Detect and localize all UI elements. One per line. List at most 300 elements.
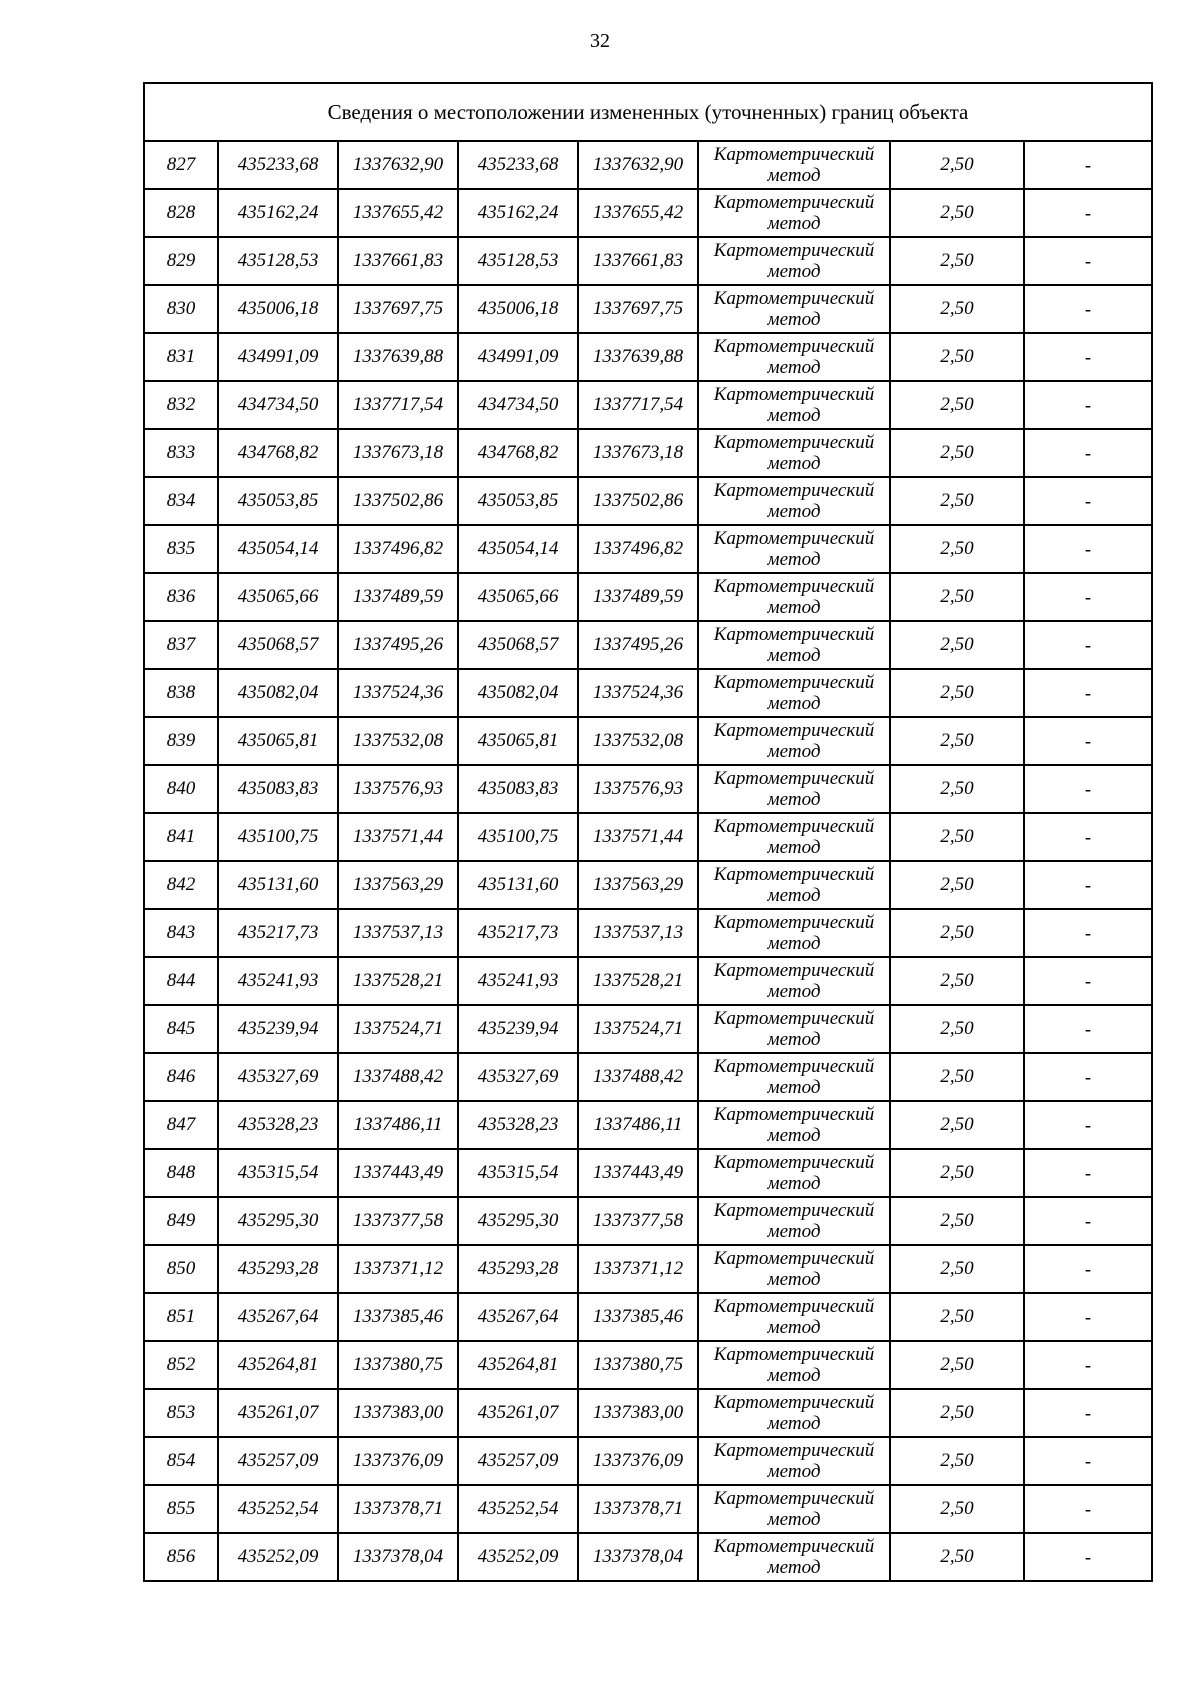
method-line-2: метод [767, 1461, 821, 1482]
table-row [144, 333, 1152, 381]
refined-x-cell: 435162,24 [458, 189, 578, 237]
method-line-2: метод [767, 837, 821, 858]
refined-x-cell: 434991,09 [458, 333, 578, 381]
method-line-2: метод [767, 645, 821, 666]
method-line-1: Картометрический [713, 1104, 875, 1125]
method-cell [698, 1005, 890, 1053]
table-row [144, 1197, 1152, 1245]
method-line-1: Картометрический [713, 528, 875, 549]
method-cell [698, 429, 890, 477]
refined-y-cell: 1337488,42 [578, 1053, 698, 1101]
method-cell [698, 1437, 890, 1485]
note-cell: - [1024, 813, 1152, 861]
table-body [144, 141, 1152, 1581]
existing-x-cell: 435054,14 [218, 525, 338, 573]
refined-x-cell: 435328,23 [458, 1101, 578, 1149]
note-cell: - [1024, 765, 1152, 813]
method-cell [698, 1485, 890, 1533]
method-cell [698, 285, 890, 333]
existing-x-cell: 435241,93 [218, 957, 338, 1005]
method-line-2: метод [767, 549, 821, 570]
refined-x-cell: 434734,50 [458, 381, 578, 429]
note-cell: - [1024, 141, 1152, 189]
refined-x-cell: 435100,75 [458, 813, 578, 861]
accuracy-cell: 2,50 [890, 141, 1024, 189]
table-row [144, 189, 1152, 237]
method-cell [698, 1197, 890, 1245]
existing-y-cell: 1337496,82 [338, 525, 458, 573]
note-cell: - [1024, 573, 1152, 621]
point-number-cell: 853 [144, 1389, 218, 1437]
method-line-2: метод [767, 1125, 821, 1146]
method-line-1: Картометрический [713, 288, 875, 309]
refined-y-cell: 1337486,11 [578, 1101, 698, 1149]
note-cell: - [1024, 909, 1152, 957]
refined-y-cell: 1337528,21 [578, 957, 698, 1005]
method-line-2: метод [767, 357, 821, 378]
refined-y-cell: 1337537,13 [578, 909, 698, 957]
existing-y-cell: 1337489,59 [338, 573, 458, 621]
refined-y-cell: 1337376,09 [578, 1437, 698, 1485]
refined-x-cell: 435068,57 [458, 621, 578, 669]
method-line-2: метод [767, 693, 821, 714]
method-line-1: Картометрический [713, 864, 875, 885]
method-line-2: метод [767, 165, 821, 186]
method-line-1: Картометрический [713, 720, 875, 741]
note-cell: - [1024, 429, 1152, 477]
refined-y-cell: 1337383,00 [578, 1389, 698, 1437]
note-cell: - [1024, 1197, 1152, 1245]
method-cell [698, 1053, 890, 1101]
refined-x-cell: 435128,53 [458, 237, 578, 285]
table-row [144, 525, 1152, 573]
refined-y-cell: 1337371,12 [578, 1245, 698, 1293]
point-number-cell: 841 [144, 813, 218, 861]
method-cell [698, 1245, 890, 1293]
existing-y-cell: 1337377,58 [338, 1197, 458, 1245]
method-line-1: Картометрический [713, 1488, 875, 1509]
method-line-2: метод [767, 885, 821, 906]
point-number-cell: 831 [144, 333, 218, 381]
refined-y-cell: 1337673,18 [578, 429, 698, 477]
existing-y-cell: 1337486,11 [338, 1101, 458, 1149]
method-cell [698, 765, 890, 813]
note-cell: - [1024, 1149, 1152, 1197]
note-cell: - [1024, 1485, 1152, 1533]
refined-y-cell: 1337496,82 [578, 525, 698, 573]
existing-x-cell: 435083,83 [218, 765, 338, 813]
method-cell [698, 1101, 890, 1149]
refined-y-cell: 1337495,26 [578, 621, 698, 669]
method-line-1: Картометрический [713, 192, 875, 213]
existing-y-cell: 1337502,86 [338, 477, 458, 525]
method-line-1: Картометрический [713, 960, 875, 981]
refined-y-cell: 1337571,44 [578, 813, 698, 861]
refined-x-cell: 435252,54 [458, 1485, 578, 1533]
refined-y-cell: 1337489,59 [578, 573, 698, 621]
accuracy-cell: 2,50 [890, 429, 1024, 477]
point-number-cell: 843 [144, 909, 218, 957]
existing-y-cell: 1337717,54 [338, 381, 458, 429]
note-cell: - [1024, 1341, 1152, 1389]
point-number-cell: 834 [144, 477, 218, 525]
point-number-cell: 849 [144, 1197, 218, 1245]
refined-x-cell: 435267,64 [458, 1293, 578, 1341]
method-cell [698, 1533, 890, 1581]
method-cell [698, 669, 890, 717]
existing-y-cell: 1337495,26 [338, 621, 458, 669]
existing-y-cell: 1337376,09 [338, 1437, 458, 1485]
method-line-2: метод [767, 261, 821, 282]
accuracy-cell: 2,50 [890, 477, 1024, 525]
table-row [144, 1245, 1152, 1293]
method-line-2: метод [767, 1557, 821, 1578]
note-cell: - [1024, 1389, 1152, 1437]
existing-y-cell: 1337488,42 [338, 1053, 458, 1101]
accuracy-cell: 2,50 [890, 1485, 1024, 1533]
table-row [144, 381, 1152, 429]
method-cell [698, 477, 890, 525]
existing-y-cell: 1337528,21 [338, 957, 458, 1005]
point-number-cell: 845 [144, 1005, 218, 1053]
method-line-1: Картометрический [713, 384, 875, 405]
method-line-1: Картометрический [713, 912, 875, 933]
existing-x-cell: 434768,82 [218, 429, 338, 477]
accuracy-cell: 2,50 [890, 909, 1024, 957]
table-row [144, 1293, 1152, 1341]
table-row [144, 285, 1152, 333]
accuracy-cell: 2,50 [890, 381, 1024, 429]
accuracy-cell: 2,50 [890, 237, 1024, 285]
point-number-cell: 833 [144, 429, 218, 477]
method-cell [698, 717, 890, 765]
table-row [144, 861, 1152, 909]
existing-x-cell: 435293,28 [218, 1245, 338, 1293]
method-line-1: Картометрический [713, 1440, 875, 1461]
note-cell: - [1024, 1005, 1152, 1053]
point-number-cell: 851 [144, 1293, 218, 1341]
refined-x-cell: 435264,81 [458, 1341, 578, 1389]
existing-x-cell: 435295,30 [218, 1197, 338, 1245]
accuracy-cell: 2,50 [890, 1101, 1024, 1149]
note-cell: - [1024, 1293, 1152, 1341]
method-cell [698, 1293, 890, 1341]
existing-y-cell: 1337576,93 [338, 765, 458, 813]
table-title-row [144, 83, 1152, 141]
note-cell: - [1024, 525, 1152, 573]
existing-y-cell: 1337378,71 [338, 1485, 458, 1533]
existing-x-cell: 435162,24 [218, 189, 338, 237]
note-cell: - [1024, 237, 1152, 285]
refined-y-cell: 1337632,90 [578, 141, 698, 189]
existing-y-cell: 1337571,44 [338, 813, 458, 861]
existing-x-cell: 435261,07 [218, 1389, 338, 1437]
point-number-cell: 856 [144, 1533, 218, 1581]
existing-x-cell: 435053,85 [218, 477, 338, 525]
method-line-2: метод [767, 1077, 821, 1098]
accuracy-cell: 2,50 [890, 1437, 1024, 1485]
method-cell [698, 381, 890, 429]
note-cell: - [1024, 861, 1152, 909]
point-number-cell: 848 [144, 1149, 218, 1197]
accuracy-cell: 2,50 [890, 621, 1024, 669]
existing-x-cell: 435082,04 [218, 669, 338, 717]
table-row [144, 1485, 1152, 1533]
method-cell [698, 189, 890, 237]
method-line-1: Картометрический [713, 624, 875, 645]
note-cell: - [1024, 1101, 1152, 1149]
table-row [144, 1101, 1152, 1149]
refined-y-cell: 1337563,29 [578, 861, 698, 909]
note-cell: - [1024, 333, 1152, 381]
note-cell: - [1024, 621, 1152, 669]
refined-x-cell: 435241,93 [458, 957, 578, 1005]
accuracy-cell: 2,50 [890, 1293, 1024, 1341]
method-line-2: метод [767, 1269, 821, 1290]
point-number-cell: 828 [144, 189, 218, 237]
existing-y-cell: 1337380,75 [338, 1341, 458, 1389]
table-row [144, 429, 1152, 477]
accuracy-cell: 2,50 [890, 1005, 1024, 1053]
table-row [144, 477, 1152, 525]
accuracy-cell: 2,50 [890, 285, 1024, 333]
existing-x-cell: 435100,75 [218, 813, 338, 861]
point-number-cell: 854 [144, 1437, 218, 1485]
point-number-cell: 830 [144, 285, 218, 333]
point-number-cell: 832 [144, 381, 218, 429]
existing-y-cell: 1337383,00 [338, 1389, 458, 1437]
method-line-1: Картометрический [713, 1200, 875, 1221]
method-cell [698, 957, 890, 1005]
existing-y-cell: 1337524,71 [338, 1005, 458, 1053]
note-cell: - [1024, 957, 1152, 1005]
method-cell [698, 573, 890, 621]
accuracy-cell: 2,50 [890, 1533, 1024, 1581]
existing-x-cell: 435131,60 [218, 861, 338, 909]
method-line-1: Картометрический [713, 768, 875, 789]
refined-x-cell: 435082,04 [458, 669, 578, 717]
existing-y-cell: 1337537,13 [338, 909, 458, 957]
table-row [144, 1149, 1152, 1197]
note-cell: - [1024, 717, 1152, 765]
accuracy-cell: 2,50 [890, 669, 1024, 717]
table-row [144, 765, 1152, 813]
existing-x-cell: 435006,18 [218, 285, 338, 333]
method-line-1: Картометрический [713, 432, 875, 453]
refined-x-cell: 435261,07 [458, 1389, 578, 1437]
refined-y-cell: 1337655,42 [578, 189, 698, 237]
refined-x-cell: 435327,69 [458, 1053, 578, 1101]
boundary-table-container [143, 82, 1151, 1582]
method-line-2: метод [767, 501, 821, 522]
point-number-cell: 838 [144, 669, 218, 717]
method-line-2: метод [767, 741, 821, 762]
existing-y-cell: 1337563,29 [338, 861, 458, 909]
method-line-2: метод [767, 213, 821, 234]
refined-y-cell: 1337697,75 [578, 285, 698, 333]
point-number-cell: 839 [144, 717, 218, 765]
boundary-coordinates-table [143, 82, 1153, 1582]
existing-y-cell: 1337532,08 [338, 717, 458, 765]
method-line-2: метод [767, 597, 821, 618]
note-cell: - [1024, 1533, 1152, 1581]
refined-x-cell: 435252,09 [458, 1533, 578, 1581]
method-line-1: Картометрический [713, 816, 875, 837]
refined-x-cell: 435054,14 [458, 525, 578, 573]
refined-x-cell: 435083,83 [458, 765, 578, 813]
point-number-cell: 840 [144, 765, 218, 813]
existing-x-cell: 435065,81 [218, 717, 338, 765]
table-row [144, 141, 1152, 189]
refined-y-cell: 1337378,04 [578, 1533, 698, 1581]
method-line-2: метод [767, 1221, 821, 1242]
refined-x-cell: 434768,82 [458, 429, 578, 477]
method-line-2: метод [767, 1365, 821, 1386]
existing-y-cell: 1337697,75 [338, 285, 458, 333]
note-cell: - [1024, 189, 1152, 237]
method-line-1: Картометрический [713, 1536, 875, 1557]
method-cell [698, 909, 890, 957]
point-number-cell: 829 [144, 237, 218, 285]
accuracy-cell: 2,50 [890, 861, 1024, 909]
accuracy-cell: 2,50 [890, 1245, 1024, 1293]
point-number-cell: 842 [144, 861, 218, 909]
method-cell [698, 1149, 890, 1197]
method-line-2: метод [767, 453, 821, 474]
table-row [144, 1341, 1152, 1389]
method-line-1: Картометрический [713, 1296, 875, 1317]
point-number-cell: 855 [144, 1485, 218, 1533]
table-row [144, 1437, 1152, 1485]
refined-y-cell: 1337378,71 [578, 1485, 698, 1533]
refined-y-cell: 1337524,71 [578, 1005, 698, 1053]
refined-y-cell: 1337502,86 [578, 477, 698, 525]
refined-y-cell: 1337576,93 [578, 765, 698, 813]
existing-y-cell: 1337632,90 [338, 141, 458, 189]
table-row [144, 669, 1152, 717]
point-number-cell: 835 [144, 525, 218, 573]
refined-y-cell: 1337377,58 [578, 1197, 698, 1245]
method-line-2: метод [767, 789, 821, 810]
table-row [144, 717, 1152, 765]
existing-x-cell: 435217,73 [218, 909, 338, 957]
note-cell: - [1024, 285, 1152, 333]
table-row [144, 237, 1152, 285]
existing-x-cell: 435068,57 [218, 621, 338, 669]
existing-x-cell: 435252,54 [218, 1485, 338, 1533]
method-line-1: Картометрический [713, 1008, 875, 1029]
method-line-2: метод [767, 1173, 821, 1194]
refined-x-cell: 435065,66 [458, 573, 578, 621]
existing-x-cell: 435264,81 [218, 1341, 338, 1389]
method-cell [698, 621, 890, 669]
method-line-2: метод [767, 1029, 821, 1050]
method-line-1: Картометрический [713, 240, 875, 261]
existing-y-cell: 1337385,46 [338, 1293, 458, 1341]
point-number-cell: 847 [144, 1101, 218, 1149]
method-line-2: метод [767, 1317, 821, 1338]
existing-x-cell: 435239,94 [218, 1005, 338, 1053]
refined-x-cell: 435293,28 [458, 1245, 578, 1293]
existing-x-cell: 435257,09 [218, 1437, 338, 1485]
point-number-cell: 844 [144, 957, 218, 1005]
method-line-1: Картометрический [713, 336, 875, 357]
existing-x-cell: 435252,09 [218, 1533, 338, 1581]
note-cell: - [1024, 1245, 1152, 1293]
note-cell: - [1024, 477, 1152, 525]
refined-x-cell: 435257,09 [458, 1437, 578, 1485]
table-row [144, 957, 1152, 1005]
method-cell [698, 861, 890, 909]
refined-y-cell: 1337385,46 [578, 1293, 698, 1341]
existing-x-cell: 435233,68 [218, 141, 338, 189]
method-line-2: метод [767, 309, 821, 330]
existing-x-cell: 435065,66 [218, 573, 338, 621]
accuracy-cell: 2,50 [890, 717, 1024, 765]
existing-x-cell: 434734,50 [218, 381, 338, 429]
method-line-1: Картометрический [713, 480, 875, 501]
method-line-2: метод [767, 1509, 821, 1530]
method-line-1: Картометрический [713, 1152, 875, 1173]
refined-x-cell: 435233,68 [458, 141, 578, 189]
refined-x-cell: 435217,73 [458, 909, 578, 957]
refined-x-cell: 435295,30 [458, 1197, 578, 1245]
point-number-cell: 846 [144, 1053, 218, 1101]
point-number-cell: 837 [144, 621, 218, 669]
method-line-2: метод [767, 405, 821, 426]
refined-y-cell: 1337532,08 [578, 717, 698, 765]
accuracy-cell: 2,50 [890, 813, 1024, 861]
accuracy-cell: 2,50 [890, 525, 1024, 573]
refined-x-cell: 435131,60 [458, 861, 578, 909]
existing-y-cell: 1337378,04 [338, 1533, 458, 1581]
refined-y-cell: 1337717,54 [578, 381, 698, 429]
existing-x-cell: 435315,54 [218, 1149, 338, 1197]
accuracy-cell: 2,50 [890, 1197, 1024, 1245]
existing-y-cell: 1337655,42 [338, 189, 458, 237]
existing-x-cell: 434991,09 [218, 333, 338, 381]
method-line-1: Картометрический [713, 672, 875, 693]
note-cell: - [1024, 1053, 1152, 1101]
method-line-2: метод [767, 1413, 821, 1434]
existing-x-cell: 435328,23 [218, 1101, 338, 1149]
refined-x-cell: 435065,81 [458, 717, 578, 765]
existing-x-cell: 435267,64 [218, 1293, 338, 1341]
table-row [144, 1005, 1152, 1053]
refined-y-cell: 1337443,49 [578, 1149, 698, 1197]
table-row [144, 621, 1152, 669]
point-number-cell: 836 [144, 573, 218, 621]
note-cell: - [1024, 669, 1152, 717]
method-cell [698, 141, 890, 189]
method-line-1: Картометрический [713, 1392, 875, 1413]
refined-x-cell: 435315,54 [458, 1149, 578, 1197]
table-row [144, 909, 1152, 957]
method-line-1: Картометрический [713, 576, 875, 597]
note-cell: - [1024, 1437, 1152, 1485]
existing-y-cell: 1337371,12 [338, 1245, 458, 1293]
method-cell [698, 333, 890, 381]
table-title: Сведения о местоположении измененных (уточненных) границ объекта [144, 83, 1152, 141]
accuracy-cell: 2,50 [890, 957, 1024, 1005]
point-number-cell: 850 [144, 1245, 218, 1293]
accuracy-cell: 2,50 [890, 1341, 1024, 1389]
existing-y-cell: 1337673,18 [338, 429, 458, 477]
existing-y-cell: 1337524,36 [338, 669, 458, 717]
method-line-2: метод [767, 981, 821, 1002]
existing-y-cell: 1337661,83 [338, 237, 458, 285]
method-line-2: метод [767, 933, 821, 954]
